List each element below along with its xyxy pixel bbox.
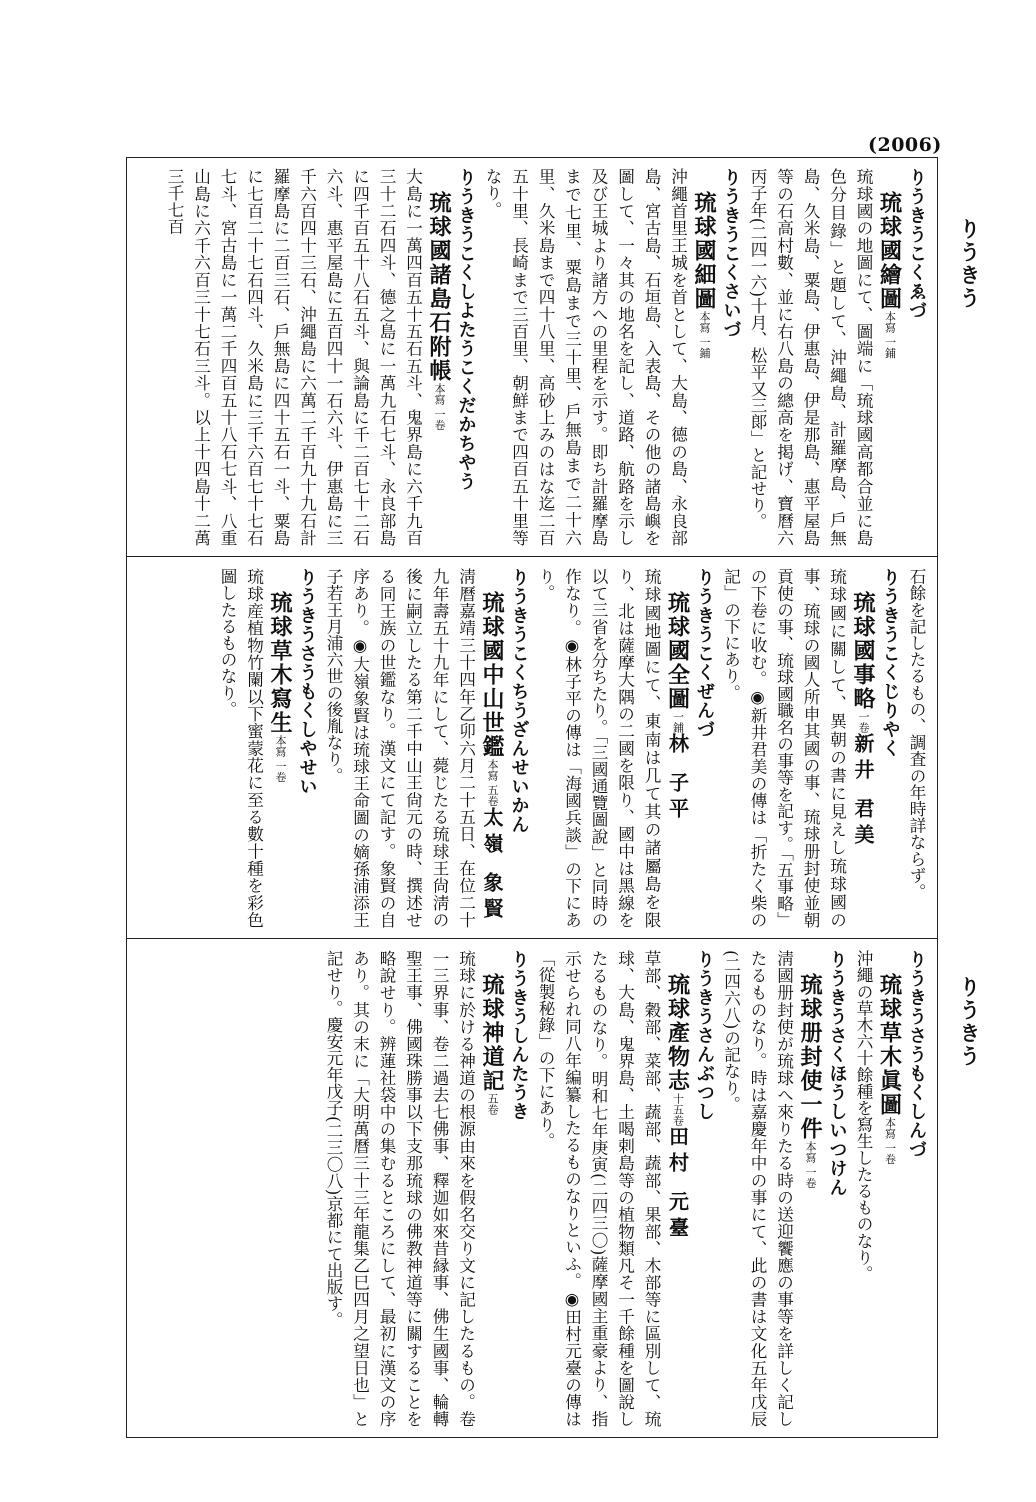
entry-body: 琉球國の地圖にて、圖端に「琉球國高都合並に島色分目錄」と題して、沖繩島、計羅摩島、戶無島、久米島、粟島、伊惠島、伊是那島、惠平屋島等の石高村數、並に右八島の總高を掲げ、寶曆六丙子年(二四一六)十月、松平又三郞」と記せり。 xyxy=(748,168,873,546)
entry-ryukyu-koku-zenzu xyxy=(532,568,718,928)
entry-meta: 本寫 一鋪 xyxy=(883,311,897,359)
entry-body: 草部、穀部、菜部、蔬部、蔬部、果部、木部等に區別して、琉球、大島、鬼界島、土喝剌島等の植物類凡そ一千餘種を圖說したるものなり。明和七年庚寅(二四三〇)薩摩國主重豪より、指示せられ同八年編纂したるものなりといふ。◉田村元臺の傳は「從製秘錄」の下にあり。 xyxy=(536,950,661,1427)
entry-title: 琉球產物志 xyxy=(664,973,691,1094)
entry-meta: 本寫 一卷 xyxy=(274,735,287,783)
entry-author: 新井 君美 xyxy=(851,733,875,851)
entry-title-line xyxy=(876,191,903,546)
entry-meta: 本寫 一卷 xyxy=(883,1117,897,1165)
entry-title-line xyxy=(797,973,824,1427)
tier-bottom-columns xyxy=(135,950,929,1427)
entry-meta: 本寫 五卷 xyxy=(486,759,499,807)
entry-author: 田村 元臺 xyxy=(665,1126,690,1244)
entry-ryukyu-koku-saizu xyxy=(479,168,744,546)
entry-title: 琉球國繪圖 xyxy=(876,191,903,312)
entry-somoku-shasei xyxy=(214,568,320,928)
entry-title: 琉球國諸島石附帳 xyxy=(426,191,452,384)
page-frame xyxy=(126,157,938,1438)
entry-somoku-shinzu xyxy=(850,950,930,1427)
tier-top xyxy=(127,158,937,556)
entry-body: 沖繩の草木六十餘種を寫生したるものなり。 xyxy=(854,950,873,1282)
entry-sanbutsushi xyxy=(532,950,718,1427)
entry-title-line xyxy=(691,191,718,546)
entry-chuzan-seikan xyxy=(320,568,532,928)
entry-title: 琉球國事略 xyxy=(850,591,876,712)
entry-meta: 十五卷 xyxy=(671,1093,685,1127)
entry-shintoki xyxy=(320,950,532,1427)
tier-top-columns xyxy=(135,168,929,546)
entry-reading: りうきうさんぶつし xyxy=(694,950,715,1121)
entry-reading: りうきうこくゑづ xyxy=(906,168,927,320)
entry-body: 琉球産植物竹闌以下蜜蒙花に至る數十種を彩色圖したるものなり。 xyxy=(218,568,264,928)
running-head-bottom: りうきう xyxy=(957,976,982,1068)
entry-body: 琉球國地圖にて、東南は几て其の諸屬島を限り、北は薩摩大隅の二國を限り、國中は黑線を以て三省を分ちたり。「三國通覽圖說」と同時の作なり。◉林子平の傳は「海國兵談」の下にあり。 xyxy=(536,568,661,928)
entry-title-line xyxy=(479,591,506,928)
tier-divider-1 xyxy=(127,556,937,557)
entry-title-line xyxy=(479,973,506,1427)
entry-author: 林 子平 xyxy=(665,733,690,825)
entry-ryukyu-koku-jiryaku xyxy=(717,568,903,928)
entry-reading: りうきうこくちうざんせいかん xyxy=(508,568,530,834)
entry-sakuhoshi-ikken xyxy=(717,950,850,1427)
entry-ryukyu-shoto-kokudakacho xyxy=(161,168,479,546)
entry-body: 大島に一萬四百五十五石五斗、鬼界島に六千九百三十二石四斗、德之島に一萬九石七斗、永良部島に四千百五十八石五斗、與論島に千二百七十二石六斗、惠平屋島に五百四十一石六斗、伊惠島に三千六百四十三石、沖繩島に六萬二千百九十九石計羅摩島に二百三石、戶無島に四十五石一斗、粟島に七百二十七石四斗、久米島に三千六百七十七石七斗、宮古島に一萬二千四百五十八石七斗、八重山島に六千六百三十七石三斗。以上十四島十二萬三千七百 xyxy=(165,168,423,546)
running-head-top: りうきう xyxy=(957,218,982,310)
entry-meta: 本寫 一鋪 xyxy=(698,311,711,359)
entry-reading: りうきうこくぜんづ xyxy=(694,568,715,739)
entry-reading: りうきうさうもくしんづ xyxy=(906,950,927,1159)
entry-title-line xyxy=(876,973,903,1427)
entry-reading: りうきうこくさいづ xyxy=(720,168,742,339)
entry-title-line xyxy=(426,191,453,546)
entry-reading: りうきうこくしよたうこくだかちやう xyxy=(455,168,477,491)
entry-meta: 本寫 一卷 xyxy=(804,1141,817,1189)
entry-reading: りうきうさくほうしいつけん xyxy=(826,950,848,1197)
entry-title: 琉球國中山世鑑 xyxy=(479,591,505,760)
entry-meta: 一鋪 xyxy=(671,711,685,734)
entry-meta: 一卷 xyxy=(857,711,870,734)
entry-title-line xyxy=(850,591,877,928)
entry-body: 淸曆嘉靖三十四年乙卯六月二十五日、在位二十九年壽五十九年にして、薨じたる琉球王尙淸の後に嗣立したる第二千中山王尙元の時、撰述せる同王族の世鑑なり。漢文にて記す。象賢の自序あり。◉大嶺象賢は琉球王命圖の嫡孫浦添王子若王月浦六世の後胤なり。 xyxy=(324,568,476,928)
entry-title-line xyxy=(664,973,691,1427)
entry-title: 琉球國全圖 xyxy=(664,591,691,712)
entry-reading: りうきうこくじりやく xyxy=(879,568,901,758)
entry-author: 太嶺 象賢 xyxy=(480,806,504,924)
continued-text: 石餘を記したるもの、調査の年時詳ならず。 xyxy=(907,568,926,900)
entry-title-line xyxy=(267,591,294,928)
entry-body: 琉球に於ける神道の根源由來を假名交り文に記したるもの。卷一三界事、卷二過去七佛事、釋迦如來昔縁事、佛生國事、輪轉聖王事、佛國珠勝事以下支那琉球の佛教神道等に關することを略說せり。辨蓮社袋中の集むるところにして、最初に漢文の序あり。其の末に「大明萬曆三十三年龍集乙巳四月之望日也」と記せり。慶安元年戊子(二三〇八)京都にて出版す。 xyxy=(324,950,476,1427)
entry-meta: 本寫 一卷 xyxy=(433,383,446,431)
tier-middle xyxy=(127,558,937,938)
entry-reading: りうきうしんたうき xyxy=(508,950,530,1121)
entry-title: 琉球神道記 xyxy=(479,973,505,1094)
tier-middle-columns xyxy=(135,568,929,928)
entry-title: 琉球草木眞圖 xyxy=(876,973,903,1118)
tier-divider-2 xyxy=(127,938,937,939)
page-number: (2006) xyxy=(868,134,942,156)
entry-reading: りうきうさうもくしやせい xyxy=(296,568,318,796)
entry-ryukyu-koku-ezu xyxy=(744,168,930,546)
entry-body: 淸國册封使が琉球へ來りたる時の送迎饗應の事等を詳しく記したるものなり。時は嘉慶年中の事にて、此の書は文化五年戊辰(二四六八)の記なり。 xyxy=(721,950,794,1427)
tier-bottom xyxy=(127,940,937,1437)
entry-title: 琉球册封使一件 xyxy=(797,973,823,1142)
entry-body: 琉球國に關して、異朝の書に見えし琉球國の事、琉球の國人所申其國の事、琉球册封使並朝貢使の事、琉球國職名の事等を記す。「五事略」の下卷に收む。◉新井君美の傳は「折たく柴の記」の下にあり。 xyxy=(721,568,847,928)
entry-title-line xyxy=(664,591,691,928)
entry-body: 沖繩首里王城を首として、大島、德の島、永良部島、宮古島、石垣島、入表島、その他の諸島嶼を圖して、一々其の地名を記し、道路、航路を示し及び王城より諸方への里程を示す。即ち計羅摩島まで七里、粟島まで三十里、戶無島まで二十六里、久米島まで四十八里、高砂上みのはな迄二百五十里、長崎まで三百里、朝鮮まで四百五十里等なり。 xyxy=(483,168,688,546)
entry-meta: 五卷 xyxy=(486,1093,499,1116)
entry-title: 琉球國細圖 xyxy=(691,191,717,312)
entry-title: 琉球草木寫生 xyxy=(267,591,293,736)
